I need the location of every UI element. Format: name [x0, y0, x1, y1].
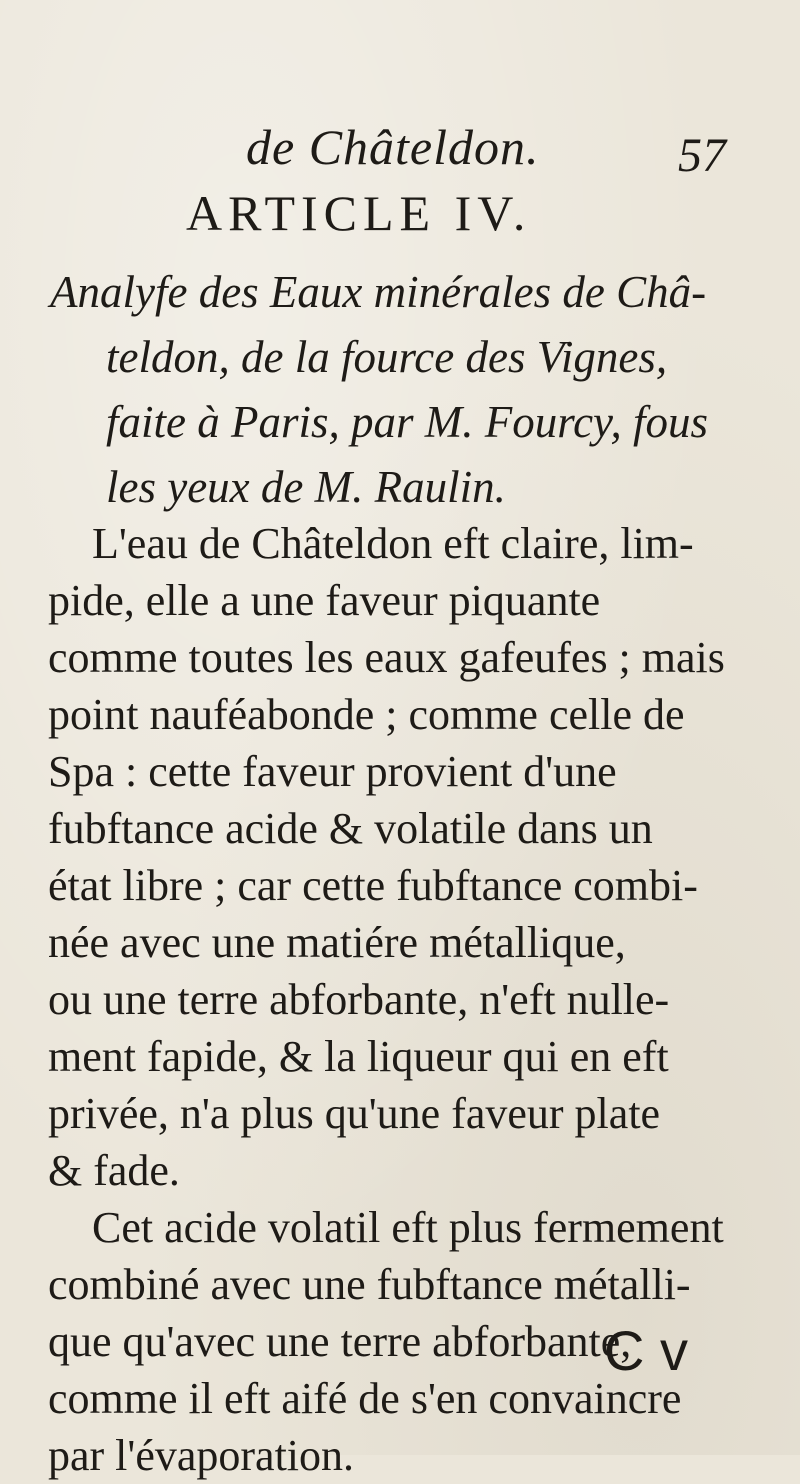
subtitle-line: teldon, de la fource des Vignes, [106, 332, 668, 382]
paragraph-1-line: Spa : cette faveur provient d'une [48, 747, 617, 796]
paragraph-2-line: que qu'avec une terre abforbante, [48, 1317, 632, 1366]
signature-mark: C v [604, 1319, 688, 1382]
article-subtitle [50, 260, 750, 520]
paragraph-1-line: état libre ; car cette fubftance combi- [48, 861, 698, 910]
paragraph-1-line: ment fapide, & la liqueur qui en eft [48, 1032, 669, 1081]
paragraph-2-line: par l'évaporation. [48, 1431, 355, 1480]
paragraph-1-line: L'eau de Châteldon eft claire, lim- [92, 519, 694, 568]
paragraph-1-line: fubftance acide & volatile dans un [48, 804, 653, 853]
paragraph-1-line: ou une terre abforbante, n'eft nulle- [48, 975, 670, 1024]
subtitle-line: faite à Paris, par M. Fourcy, fous [106, 397, 709, 447]
paragraph-2-line: combiné avec une fubftance métalli- [48, 1260, 691, 1309]
paragraph-2-line: Cet acide volatil eft plus fermement [92, 1203, 724, 1252]
paragraph-1-line: pide, elle a une faveur piquante [48, 576, 601, 625]
article-heading: ARTICLE IV. [186, 185, 532, 241]
page-number: 57 [678, 129, 726, 182]
paragraph-1-line: privée, n'a plus qu'une faveur plate [48, 1089, 661, 1138]
subtitle-line: Analyfe des Eaux minérales de Châ- [50, 267, 707, 317]
paragraph-1-line: comme toutes les eaux gafeufes ; mais [48, 633, 725, 682]
paragraph-2-line: comme il eft aifé de s'en convaincre [48, 1374, 682, 1423]
paragraph-1-line: née avec une matiére métallique, [48, 918, 626, 967]
subtitle-line: les yeux de M. Raulin. [106, 462, 506, 512]
running-head-title: de Châteldon. [246, 119, 540, 175]
paragraph-1-line: point nauféabonde ; comme celle de [48, 690, 685, 739]
paragraph-1-line: & fade. [48, 1146, 180, 1195]
